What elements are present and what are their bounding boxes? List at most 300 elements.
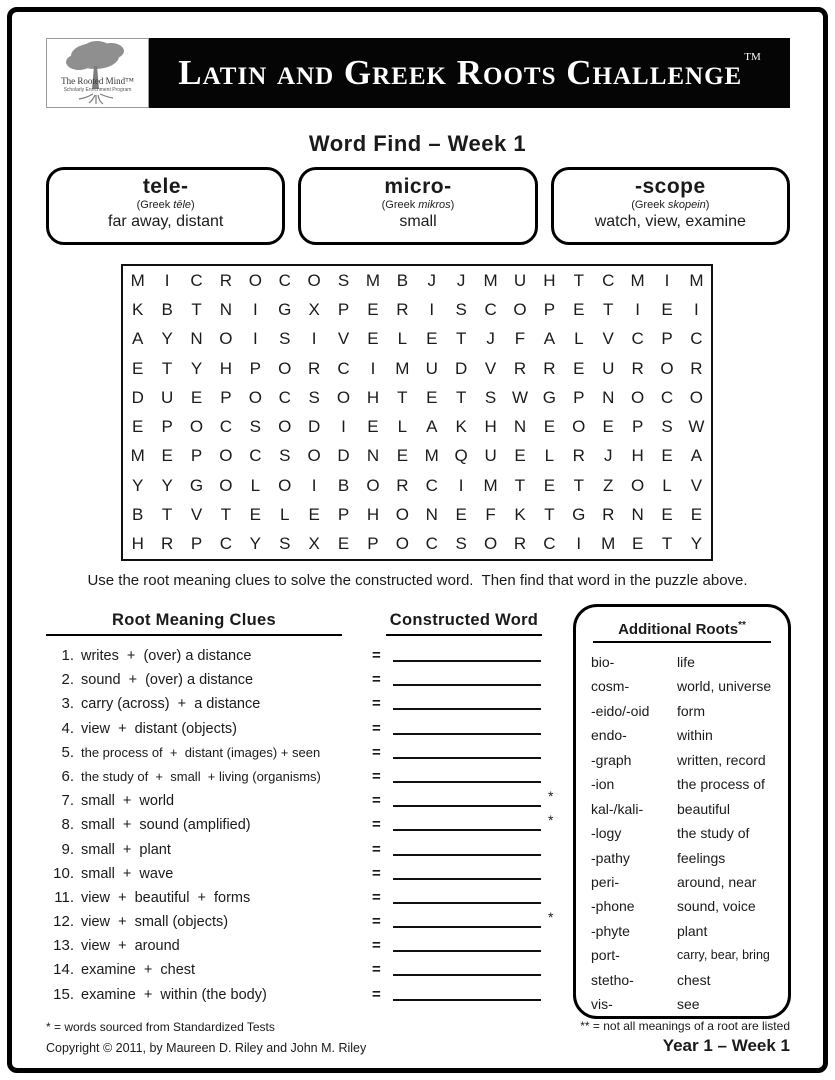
grid-letter: B bbox=[396, 270, 409, 290]
answer-blank[interactable] bbox=[393, 984, 541, 1001]
equals-sign: = bbox=[372, 719, 381, 737]
root-meaning: within bbox=[677, 727, 713, 744]
grid-letter: U bbox=[513, 270, 527, 290]
grid-letter: J bbox=[486, 329, 495, 349]
grid-letter: O bbox=[278, 417, 292, 437]
grid-letter: W bbox=[511, 387, 528, 407]
root-name: -phyte bbox=[591, 922, 630, 939]
answer-blank[interactable] bbox=[393, 959, 541, 976]
grid-letter: O bbox=[660, 358, 674, 378]
clue-text: writes + (over) a distance bbox=[81, 648, 252, 664]
root-meaning: far away, distant bbox=[108, 213, 224, 230]
clue-row bbox=[46, 958, 558, 982]
root-card-micro bbox=[298, 167, 537, 245]
edition-label: Year 1 – Week 1 bbox=[662, 1036, 790, 1055]
root-meaning: watch, view, examine bbox=[594, 213, 746, 230]
answer-blank[interactable] bbox=[393, 645, 541, 662]
equals-sign: = bbox=[372, 647, 381, 664]
grid-letter: T bbox=[220, 505, 232, 525]
origin-greek-word: mikros bbox=[418, 199, 451, 211]
grid-letter: E bbox=[543, 475, 556, 495]
grid-letter: K bbox=[455, 417, 467, 437]
origin-label: (Greek bbox=[631, 199, 665, 211]
grid-letter: L bbox=[397, 417, 408, 437]
clue-text: view + around bbox=[81, 938, 180, 955]
grid-letter: E bbox=[367, 299, 379, 319]
grid-letter: P bbox=[161, 417, 173, 437]
grid-letter: O bbox=[572, 417, 586, 437]
root-row bbox=[591, 992, 788, 1016]
equals-sign: = bbox=[372, 937, 381, 955]
grid-row bbox=[123, 383, 711, 412]
root-row bbox=[591, 846, 788, 870]
grid-letter: L bbox=[280, 505, 290, 525]
tree-logo-icon bbox=[47, 39, 150, 107]
grid-letter: M bbox=[365, 270, 381, 290]
root-meaning: chest bbox=[677, 971, 711, 988]
grid-letter: E bbox=[661, 446, 673, 466]
root-name: -eido/-oid bbox=[591, 702, 650, 719]
logo-subtitle: Scholarly Enrichment Program bbox=[63, 87, 132, 93]
root-row bbox=[591, 797, 788, 821]
root-meaning: the process of bbox=[677, 776, 765, 793]
grid-letter: G bbox=[572, 505, 586, 525]
grid-letter: E bbox=[514, 446, 526, 466]
clue-row bbox=[46, 934, 558, 958]
grid-letter: N bbox=[602, 387, 615, 407]
root-name: -pathy bbox=[591, 849, 630, 866]
root-origin bbox=[554, 199, 787, 211]
answer-blank[interactable] bbox=[393, 742, 541, 759]
clue-text: small + sound (amplified) bbox=[81, 817, 251, 834]
grid-letter: F bbox=[514, 329, 526, 349]
clue-text: sound + (over) a distance bbox=[81, 672, 254, 689]
grid-letter: R bbox=[160, 534, 174, 554]
clue-row bbox=[46, 983, 558, 1007]
grid-letter: E bbox=[367, 417, 379, 437]
grid-letter: E bbox=[426, 387, 438, 407]
clue-row bbox=[46, 717, 558, 741]
root-name: endo- bbox=[591, 727, 627, 744]
rooted-mind-logo bbox=[46, 38, 149, 108]
grid-letter: H bbox=[366, 505, 380, 525]
equals-sign: = bbox=[372, 888, 381, 906]
grid-letter: B bbox=[161, 299, 173, 319]
grid-letter: O bbox=[219, 329, 233, 349]
grid-letter: E bbox=[426, 329, 438, 349]
grid-letter: T bbox=[191, 299, 202, 319]
grid-letter: V bbox=[602, 329, 614, 349]
grid-letter: C bbox=[190, 270, 203, 290]
grid-letter: P bbox=[543, 299, 556, 319]
grid-letter: C bbox=[425, 534, 438, 554]
grid-letter: H bbox=[631, 446, 644, 466]
grid-row bbox=[123, 500, 711, 529]
grid-letter: K bbox=[514, 505, 526, 525]
answer-blank[interactable] bbox=[393, 887, 541, 904]
grid-letter: U bbox=[425, 358, 438, 378]
grid-letter: S bbox=[337, 270, 350, 290]
grid-letter: A bbox=[543, 329, 556, 349]
grid-letter: J bbox=[427, 270, 437, 290]
grid-letter: T bbox=[603, 299, 614, 319]
equals-sign: = bbox=[372, 767, 381, 785]
additional-roots-header bbox=[593, 620, 771, 643]
answer-blank[interactable] bbox=[393, 911, 541, 928]
grid-row bbox=[123, 325, 711, 354]
copyright-line: Copyright © 2011, by Maureen D. Riley and John M. Riley bbox=[46, 1041, 367, 1055]
equals-sign: = bbox=[372, 816, 381, 834]
grid-letter: O bbox=[307, 270, 321, 290]
grid-letter: C bbox=[425, 475, 438, 495]
clue-text: small + wave bbox=[81, 865, 174, 882]
root-name: vis- bbox=[591, 996, 613, 1013]
grid-letter: T bbox=[161, 358, 173, 378]
grid-letter: E bbox=[337, 534, 350, 554]
answer-blank[interactable] bbox=[393, 693, 541, 710]
additional-roots-title: Additional Roots bbox=[618, 621, 739, 638]
clue-row bbox=[46, 886, 558, 910]
grid-letter: L bbox=[662, 475, 672, 495]
root-meaning: world, universe bbox=[677, 678, 772, 695]
origin-close: ) bbox=[191, 199, 195, 211]
grid-row bbox=[123, 442, 711, 471]
grid-letter: Z bbox=[603, 475, 614, 495]
grid-letter: R bbox=[308, 358, 321, 378]
grid-letter: O bbox=[513, 299, 527, 319]
clue-text: small + plant bbox=[81, 841, 171, 858]
grid-letter: R bbox=[396, 299, 409, 319]
root-origin bbox=[49, 199, 282, 211]
clue-number: 13. bbox=[53, 937, 74, 955]
root-name: cosm- bbox=[591, 678, 630, 695]
clue-number: 11. bbox=[54, 888, 74, 906]
clue-text: carry (across) + a distance bbox=[81, 696, 261, 713]
root-name: -scope bbox=[634, 175, 706, 198]
grid-letter: T bbox=[455, 329, 467, 349]
grid-letter: X bbox=[308, 534, 320, 554]
grid-letter: P bbox=[249, 358, 261, 378]
root-card-scope bbox=[551, 167, 790, 245]
grid-letter: T bbox=[161, 505, 173, 525]
grid-letter: P bbox=[631, 417, 644, 437]
grid-row bbox=[123, 354, 711, 383]
grid-letter: D bbox=[131, 387, 144, 407]
grid-letter: I bbox=[311, 329, 317, 349]
grid-letter: E bbox=[690, 505, 703, 525]
root-origin bbox=[301, 199, 534, 211]
grid-letter: P bbox=[190, 534, 203, 554]
star-footnote: * = words sourced from Standardized Tests bbox=[46, 1020, 275, 1034]
grid-letter: Y bbox=[132, 475, 144, 495]
root-card-tele bbox=[46, 167, 285, 245]
grid-letter: B bbox=[337, 475, 350, 495]
grid-letter: O bbox=[248, 387, 262, 407]
standardized-test-asterisk: * bbox=[548, 812, 554, 829]
grid-letter: L bbox=[574, 329, 584, 349]
grid-letter: I bbox=[635, 299, 640, 319]
grid-letter: W bbox=[688, 417, 705, 437]
clue-number: 1. bbox=[61, 647, 74, 664]
clue-number: 5. bbox=[61, 743, 74, 761]
root-meaning: see bbox=[677, 996, 700, 1013]
grid-letter: J bbox=[456, 270, 466, 290]
grid-letter: R bbox=[690, 358, 703, 378]
root-meaning-clues-header: Root Meaning Clues bbox=[46, 611, 342, 636]
equals-sign: = bbox=[372, 792, 381, 810]
grid-row bbox=[123, 530, 711, 559]
grid-letter: Y bbox=[690, 534, 703, 554]
grid-letter: P bbox=[220, 387, 232, 407]
grid-letter: T bbox=[514, 475, 526, 495]
grid-letter: N bbox=[219, 299, 233, 319]
grid-letter: T bbox=[573, 475, 584, 495]
grid-letter: I bbox=[429, 299, 435, 319]
grid-letter: P bbox=[337, 299, 350, 319]
grid-letter: O bbox=[366, 475, 380, 495]
grid-letter: U bbox=[602, 358, 615, 378]
grid-letter: E bbox=[573, 358, 585, 378]
answer-blank[interactable] bbox=[393, 766, 541, 783]
clue-row bbox=[46, 813, 558, 837]
answer-blank[interactable] bbox=[393, 814, 541, 831]
grid-letter: X bbox=[308, 299, 320, 319]
grid-letter: O bbox=[689, 387, 704, 407]
grid-letter: I bbox=[370, 358, 376, 378]
grid-letter: E bbox=[249, 505, 261, 525]
grid-letter: I bbox=[164, 270, 170, 290]
grid-letter: H bbox=[484, 417, 497, 437]
page-title: Word Find – Week 1 bbox=[308, 131, 527, 156]
grid-letter: T bbox=[544, 505, 555, 525]
grid-letter: P bbox=[573, 387, 585, 407]
grid-letter: R bbox=[602, 505, 615, 525]
standardized-test-asterisk: * bbox=[548, 788, 554, 805]
root-meaning: around, near bbox=[677, 873, 757, 890]
grid-letter: C bbox=[219, 534, 233, 554]
root-row bbox=[591, 674, 788, 698]
grid-letter: I bbox=[694, 299, 699, 319]
grid-letter: E bbox=[396, 446, 409, 466]
clue-number: 2. bbox=[61, 671, 74, 689]
answer-blank[interactable] bbox=[393, 718, 541, 735]
grid-letter: V bbox=[190, 505, 203, 525]
grid-letter: S bbox=[484, 387, 497, 407]
equals-sign: = bbox=[372, 864, 381, 882]
equals-sign: = bbox=[372, 695, 381, 713]
clue-row bbox=[46, 789, 558, 813]
grid-letter: O bbox=[189, 417, 204, 437]
grid-letter: K bbox=[132, 299, 144, 319]
root-name: -phone bbox=[591, 898, 635, 915]
grid-letter: O bbox=[395, 534, 409, 554]
grid-letter: I bbox=[576, 534, 582, 554]
clue-text: examine + chest bbox=[81, 962, 196, 979]
grid-letter: T bbox=[573, 270, 584, 290]
grid-letter: M bbox=[483, 475, 498, 495]
grid-letter: G bbox=[278, 299, 292, 319]
clue-text: view + small (objects) bbox=[81, 914, 229, 931]
grid-letter: V bbox=[484, 358, 497, 378]
grid-letter: E bbox=[661, 299, 673, 319]
grid-letter: I bbox=[252, 329, 258, 349]
origin-label: (Greek bbox=[381, 199, 416, 211]
clue-row bbox=[46, 838, 558, 862]
grid-letter: E bbox=[455, 505, 467, 525]
grid-letter: E bbox=[573, 299, 585, 319]
grid-letter: T bbox=[661, 534, 673, 554]
clue-row bbox=[46, 862, 558, 886]
grid-letter: Y bbox=[190, 358, 203, 378]
grid-letter: E bbox=[367, 329, 379, 349]
grid-letter: Y bbox=[249, 534, 261, 554]
grid-letter: U bbox=[484, 446, 497, 466]
grid-letter: C bbox=[543, 534, 556, 554]
grid-letter: I bbox=[458, 475, 464, 495]
grid-letter: P bbox=[367, 534, 379, 554]
grid-letter: V bbox=[337, 329, 350, 349]
grid-letter: Q bbox=[454, 446, 468, 466]
grid-letter: H bbox=[219, 358, 233, 378]
clue-text: view + beautiful + forms bbox=[81, 889, 251, 906]
root-name: tele- bbox=[142, 175, 189, 198]
grid-letter: C bbox=[690, 329, 703, 349]
equals-sign: = bbox=[372, 671, 381, 689]
clue-row bbox=[46, 765, 558, 789]
root-name: port- bbox=[591, 947, 620, 964]
grid-letter: E bbox=[602, 417, 614, 437]
grid-letter: S bbox=[308, 387, 320, 407]
root-meaning: sound, voice bbox=[677, 898, 756, 915]
grid-letter: E bbox=[631, 534, 644, 554]
grid-letter: M bbox=[689, 270, 704, 290]
root-row bbox=[591, 870, 788, 894]
grid-letter: E bbox=[132, 417, 144, 437]
clue-list bbox=[46, 644, 558, 1007]
clue-row bbox=[46, 910, 558, 934]
grid-letter: N bbox=[190, 329, 203, 349]
grid-letter: S bbox=[279, 534, 291, 554]
clue-text: examine + within (the body) bbox=[81, 986, 267, 1003]
grid-letter: P bbox=[337, 505, 350, 525]
grid-row bbox=[123, 412, 711, 441]
header-banner bbox=[46, 38, 790, 108]
root-row bbox=[591, 894, 788, 918]
clue-text: view + distant (objects) bbox=[81, 720, 237, 737]
grid-letter: S bbox=[455, 534, 467, 554]
equals-sign: = bbox=[372, 840, 381, 858]
grid-letter: L bbox=[250, 475, 261, 495]
grid-letter: C bbox=[484, 299, 497, 319]
equals-sign: = bbox=[372, 985, 381, 1003]
grid-letter: I bbox=[311, 475, 317, 495]
grid-letter: O bbox=[278, 475, 292, 495]
clue-number: 9. bbox=[61, 840, 74, 858]
clue-number: 14. bbox=[53, 961, 74, 979]
grid-letter: R bbox=[631, 358, 644, 378]
grid-letter: S bbox=[249, 417, 261, 437]
root-name: stetho- bbox=[591, 971, 634, 988]
origin-close: ) bbox=[450, 199, 455, 211]
grid-letter: S bbox=[661, 417, 673, 437]
grid-letter: I bbox=[252, 299, 258, 319]
banner-title-wrap bbox=[149, 38, 790, 108]
grid-letter: E bbox=[308, 505, 320, 525]
answer-blank[interactable] bbox=[393, 935, 541, 952]
clue-number: 8. bbox=[61, 816, 74, 834]
clue-text: small + world bbox=[81, 793, 175, 810]
clue-row bbox=[46, 692, 558, 716]
grid-letter: C bbox=[337, 358, 350, 378]
root-meaning: life bbox=[677, 654, 695, 670]
grid-letter: S bbox=[455, 299, 467, 319]
origin-greek-word: tēle bbox=[173, 199, 192, 211]
answer-blank[interactable] bbox=[393, 839, 541, 856]
grid-letter: O bbox=[483, 534, 498, 554]
grid-letter: O bbox=[219, 446, 233, 466]
root-meaning: carry, bear, bring bbox=[677, 948, 770, 963]
grid-letter: O bbox=[248, 270, 262, 290]
double-asterisk-mark: ** bbox=[738, 620, 746, 631]
double-star-footnote: ** = not all meanings of a root are listed bbox=[580, 1019, 790, 1033]
grid-letter: D bbox=[337, 446, 350, 466]
grid-letter: H bbox=[366, 387, 380, 407]
answer-blank[interactable] bbox=[393, 790, 541, 807]
root-row bbox=[591, 968, 788, 992]
grid-letter: L bbox=[397, 329, 408, 349]
root-meaning: plant bbox=[677, 922, 708, 939]
clue-number: 3. bbox=[61, 695, 74, 713]
root-meaning: small bbox=[399, 213, 437, 230]
grid-letter: T bbox=[397, 387, 408, 407]
standardized-test-asterisk: * bbox=[548, 909, 554, 926]
grid-letter: S bbox=[279, 446, 291, 466]
grid-letter: E bbox=[161, 446, 173, 466]
banner-title: Latin and Greek Roots Challenge bbox=[178, 53, 743, 92]
clue-row bbox=[46, 668, 558, 692]
grid-letter: C bbox=[660, 387, 674, 407]
root-row bbox=[591, 943, 788, 967]
instruction-text: Use the root meaning clues to solve the constructed word. Then find that word in the puzzle above. bbox=[87, 572, 748, 589]
grid-letter: G bbox=[189, 475, 204, 495]
answer-blank[interactable] bbox=[393, 863, 541, 880]
origin-label: (Greek bbox=[136, 199, 171, 211]
answer-blank[interactable] bbox=[393, 669, 541, 686]
grid-letter: R bbox=[513, 534, 527, 554]
grid-letter: O bbox=[395, 505, 409, 525]
grid-letter: C bbox=[602, 270, 615, 290]
grid-letter: M bbox=[483, 270, 498, 290]
root-row bbox=[591, 699, 788, 723]
grid-letter: E bbox=[543, 417, 556, 437]
root-name: -logy bbox=[591, 825, 622, 842]
grid-letter: O bbox=[630, 475, 645, 495]
grid-letter: M bbox=[630, 270, 645, 290]
grid-letter: Y bbox=[161, 475, 173, 495]
clue-row bbox=[46, 741, 558, 765]
grid-letter: O bbox=[278, 358, 292, 378]
grid-letter: N bbox=[513, 417, 527, 437]
clue-number: 4. bbox=[61, 719, 74, 737]
clue-number: 6. bbox=[61, 767, 74, 785]
grid-letter: M bbox=[424, 446, 439, 466]
grid-letter: C bbox=[278, 270, 291, 290]
root-meaning: feelings bbox=[677, 849, 726, 866]
grid-letter: H bbox=[131, 534, 144, 554]
clue-number: 7. bbox=[61, 792, 74, 810]
root-row bbox=[591, 772, 788, 796]
grid-row bbox=[123, 471, 711, 500]
